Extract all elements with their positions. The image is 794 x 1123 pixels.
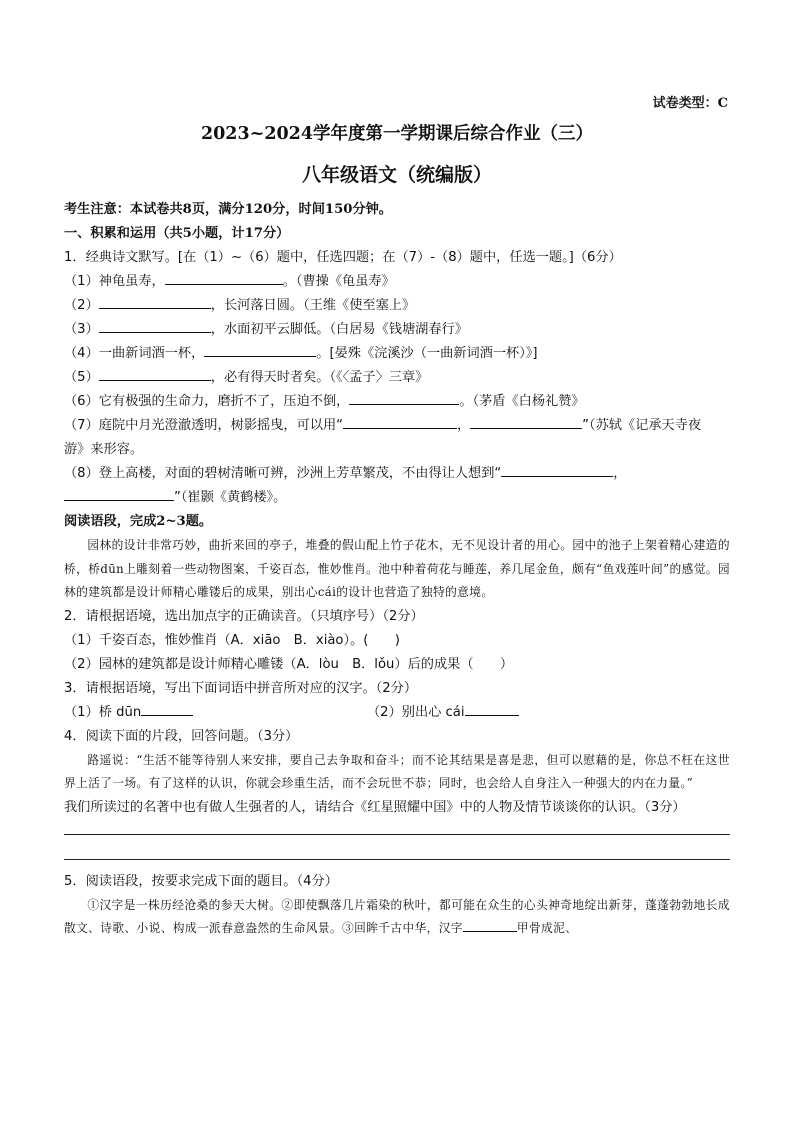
answer-blank[interactable] <box>64 487 174 501</box>
notice: 考生注意：本试卷共8页，满分120分，时间150分钟。 <box>64 202 392 217</box>
question-5-stem: 5．阅读语段，按要求完成下面的题目。（4分） <box>64 873 338 889</box>
reading-heading: 阅读语段，完成2~3题。 <box>64 514 213 529</box>
answer-blank[interactable] <box>165 271 283 285</box>
reading-passage: 园林的设计非常巧妙，曲折来回的亭子，堆叠的假山配上竹子花木，无不见设计者的用心。园中的池子上架着精心建造的桥，桥dūn上雕刻着一些动物图案，千姿百态，惟妙惟肖。池中种着荷花与睡莲，养几尾金鱼，颇有“鱼戏莲叶间”的感觉。园林的建筑都是设计师精心雕镂后的成果，别出心cái的设计也营造了独特的意境。 <box>64 538 730 599</box>
answer-blank[interactable] <box>99 319 211 333</box>
q1-item-8-cont: ”（崔颢《黄鹤楼》。 <box>64 486 730 510</box>
q1-item-2: （2） ，长河落日圆。（王维《使至塞上》 <box>64 294 730 318</box>
page-title: 2023~2024学年度第一学期课后综合作业（三） <box>200 124 594 144</box>
answer-blank[interactable] <box>204 343 316 357</box>
q2-item-2: （2）园林的建筑都是设计师精心雕镂（A．lòu B．lǒu）后的成果（ ） <box>64 656 514 672</box>
exam-body <box>64 198 730 941</box>
answer-blank[interactable] <box>470 415 582 429</box>
question-4-stem: 4．阅读下面的片段，回答问题。（3分） <box>64 728 299 744</box>
q5-passage: ①汉字是一株历经沧桑的参天大树。②即使飘落几片霜染的秋叶，都可能在众生的心头神奇地绽出新芽，蓬蓬勃勃地长成散文、诗歌、小说、构成一派春意盎然的生命风景。③回眸千古中华，汉字 甲骨成泥、 <box>64 897 730 935</box>
answer-blank[interactable] <box>99 295 211 309</box>
q1-item-1: （1）神龟虽寿， 。（曹操《龟虽寿》 <box>64 270 730 294</box>
q1-item-7-cont: 游》来形容。 <box>64 442 144 457</box>
q2-item-1: （1）千姿百态，惟妙惟肖（A．xiāo B．xiào）。( ) <box>64 632 400 648</box>
q3-item-1: （1）桥 dūn <box>64 704 142 720</box>
page-subtitle: 八年级语文（统编版） <box>301 164 492 186</box>
answer-blank[interactable] <box>465 702 519 716</box>
section-heading: 一、积累和运用（共5小题，计17分） <box>64 226 290 241</box>
question-1-stem: 1．经典诗文默写。[在（1）~（6）题中，任选四题；在（7）-（8）题中，任选一题。]（6分） <box>64 250 622 265</box>
paper-type-label: 试卷类型：C <box>652 96 728 111</box>
answer-blank[interactable] <box>501 463 613 477</box>
question-2-stem: 2．请根据语境，选出加点字的正确读音。（只填序号）（2分） <box>64 608 424 624</box>
answer-blank[interactable] <box>99 367 211 381</box>
q1-item-3: （3） ，水面初平云脚低。（白居易《钱塘湖春行》 <box>64 318 730 342</box>
q4-prompt: 我们所读过的名著中也有做人生强者的人，请结合《红星照耀中国》中的人物及情节谈谈你的认识。（3分） <box>64 799 686 815</box>
q4-quote: 路遥说：“生活不能等待别人来安排，要自己去争取和奋斗；而不论其结果是喜是悲，但可以慰藉的是，你总不枉在这世界上活了一场。有了这样的认识，你就会珍重生活，而不会玩世不恭；同时，也会给人自身注入一种强大的内在力量。” <box>64 752 730 790</box>
answer-blank[interactable] <box>141 702 193 716</box>
answer-blank[interactable] <box>349 391 459 405</box>
q1-item-4: （4）一曲新词酒一杯， 。[晏殊《浣溪沙（一曲新词酒一杯）》] <box>64 342 730 366</box>
q3-items <box>64 701 730 725</box>
answer-blank[interactable] <box>343 415 457 429</box>
q1-item-5: （5） ，必有得天时者矣。（《〈孟子〉三章》 <box>64 366 730 390</box>
q1-item-6: （6）它有极强的生命力，磨折不了，压迫不倒， 。（茅盾《白杨礼赞》 <box>64 390 730 414</box>
q3-item-2: （2）别出心 cái <box>367 704 465 720</box>
answer-blank[interactable] <box>463 918 517 932</box>
q1-item-8: （8）登上高楼，对面的碧树清晰可辨，沙洲上芳草繁茂，不由得让人想到“ ， <box>64 462 730 486</box>
question-3-stem: 3．请根据语境，写出下面词语中拼音所对应的汉字。（2分） <box>64 680 418 696</box>
q1-item-7: （7）庭院中月光澄澈透明，树影摇曳，可以用“ ， ”（苏轼《记承天寺夜 <box>64 414 730 438</box>
